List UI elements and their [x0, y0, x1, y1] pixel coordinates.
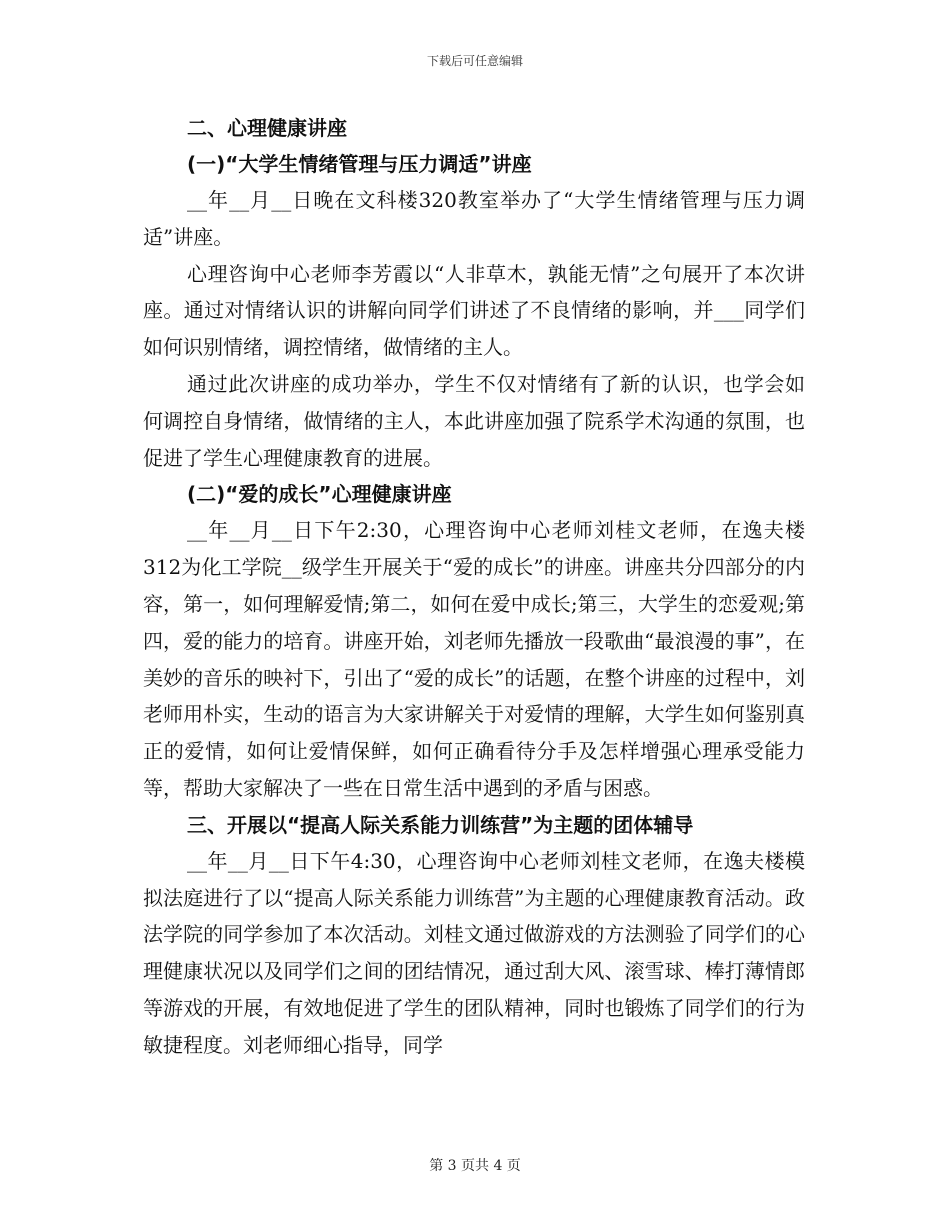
paragraph: 心理咨询中心老师李芳霞以“人非草木，孰能无情”之句展开了本次讲座。通过对情绪认识的讲解向同学们讲述了不良情绪的影响，并___同学们如何识别情绪，调控情绪，做情绪的主人。	[143, 261, 805, 360]
paragraph: 通过此次讲座的成功举办，学生不仅对情绪有了新的认识，也学会如何调控自身情绪，做情绪的主人，本此讲座加强了院系学术沟通的氛围，也促进了学生心理健康教育的进展。	[143, 371, 805, 470]
subsection-heading-love-lecture: (二)“爱的成长”心理健康讲座	[187, 482, 452, 507]
page-header: 下载后可任意编辑	[426, 54, 523, 68]
section-heading-group-counseling: 三、开展以“提高人际关系能力训练营”为主题的团体辅导	[187, 812, 694, 837]
paragraph: __年__月__日下午2:30，心理咨询中心老师刘桂文老师，在逸夫楼312为化工学院__级学生开展关于“爱的成长”的讲座。讲座共分四部分的内容，第一，如何理解爱情;第二，如何在爱中成长;第三，大学生的恋爱观;第四，爱的能力的培育。讲座开始，刘老师先播放一段歌曲“最浪漫的事”，在美妙的音乐的映衬下，引出了“爱的成长”的话题，在整个讲座的过程中，刘老师用朴实，生动的语言为大家讲解关于对爱情的理解，大学生如何鉴别真正的爱情，如何让爱情保鲜，如何正确看待分手及怎样增强心理承受能力等，帮助大家解决了一些在日常生活中遇到的矛盾与困惑。	[143, 518, 805, 800]
document-body	[143, 110, 805, 1064]
page-footer: 第 3 页共 4 页	[429, 1158, 521, 1174]
paragraph: __年__月__日下午4:30，心理咨询中心老师刘桂文老师，在逸夫楼模拟法庭进行了以“提高人际关系能力训练营”为主题的心理健康教育活动。政法学院的同学参加了本次活动。刘桂文通过做游戏的方法测验了同学们的心理健康状况以及同学们之间的团结情况，通过刮大风、滚雪球、棒打薄情郎等游戏的开展，有效地促进了学生的团队精神，同时也锻炼了同学们的行为敏捷程度。刘老师细心指导，同学	[143, 848, 805, 1057]
paragraph: __年__月__日晚在文科楼320教室举办了“大学生情绪管理与压力调适”讲座。	[143, 188, 805, 249]
subsection-heading-emotion-lecture: (一)“大学生情绪管理与压力调适”讲座	[187, 152, 532, 176]
section-heading-mental-health-lectures: 二、心理健康讲座	[187, 116, 347, 140]
